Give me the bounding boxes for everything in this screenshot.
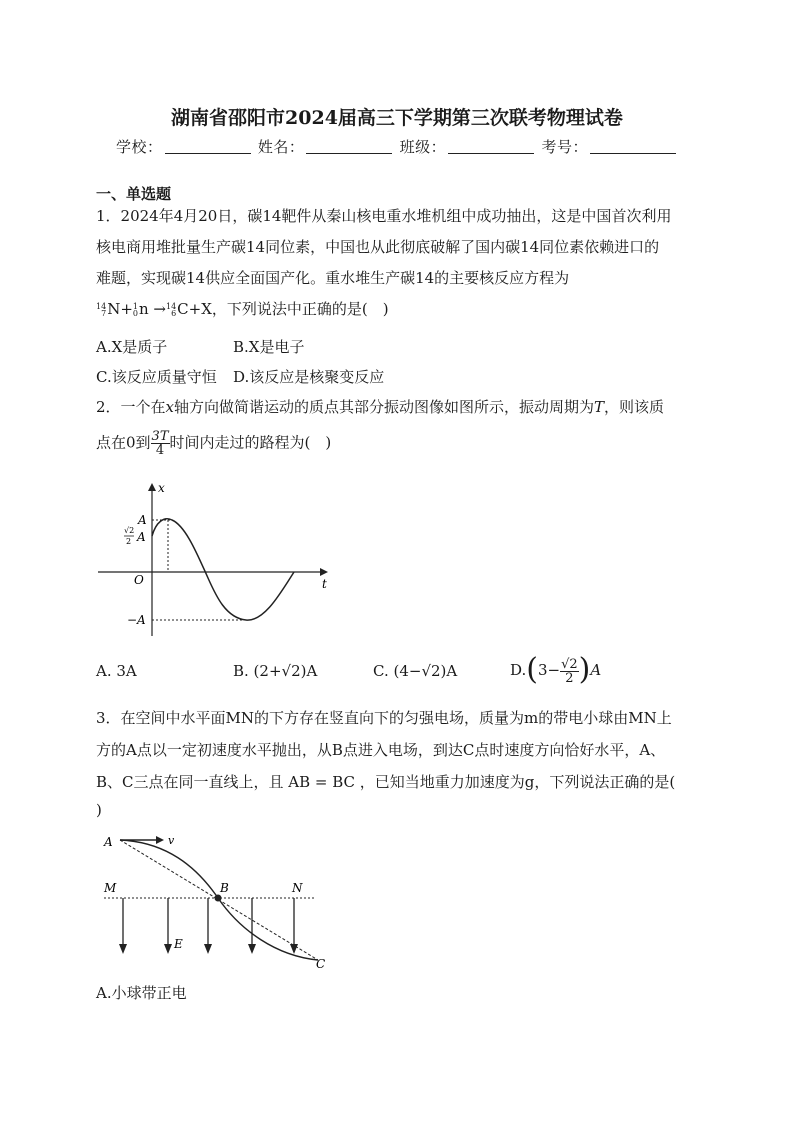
- t-label: t: [322, 577, 327, 591]
- q3-line-2: 方的A点以一定初速度水平抛出，从B点进入电场，到达C点时速度方向恰好水平，A、: [96, 741, 666, 759]
- sqrt-num-label: √2: [124, 526, 135, 535]
- q1-line-3: 难题，实现碳14供应全面国产化。重水堆生产碳14的主要核反应方程为: [96, 269, 570, 287]
- class-blank[interactable]: [448, 139, 534, 154]
- q2-option-a[interactable]: A. 3A: [96, 662, 137, 680]
- x-label: x: [158, 481, 165, 495]
- page-title: 湖南省邵阳市2024届高三下学期第三次联考物理试卷: [171, 107, 623, 129]
- q1-option-c[interactable]: C.该反应质量守恒: [96, 368, 217, 386]
- origin-label: O: [134, 573, 144, 587]
- label-e: E: [174, 937, 183, 951]
- eq-nitrogen: N+: [107, 300, 133, 318]
- label-n: N: [292, 881, 303, 895]
- q1-option-d[interactable]: D.该反应是核聚变反应: [233, 368, 385, 386]
- n14-nuclide: 14 7: [96, 301, 107, 318]
- label-c: C: [316, 957, 326, 971]
- field-arrow-icon: [248, 944, 256, 954]
- field-arrow-icon: [204, 944, 212, 954]
- sqrt-a-label: A: [137, 530, 146, 544]
- q3-line-1: 3．在空间中水平面MN的下方存在竖直向下的匀强电场，质量为m的带电小球由MN上: [96, 709, 672, 727]
- label-m: M: [104, 881, 117, 895]
- field-arrow-icon: [290, 944, 298, 954]
- label-a: A: [104, 835, 113, 849]
- q1-option-a[interactable]: A.X是质子: [96, 338, 168, 356]
- q2-line-1: 2．一个在x轴方向做简谐运动的质点其部分振动图像如图所示，振动周期为T，则该质: [96, 398, 665, 416]
- x-axis-arrow-icon: [148, 483, 156, 491]
- eq-carbon: C+X: [177, 300, 212, 318]
- field-school-label: 学校：: [116, 138, 163, 156]
- field-arrow-icon: [119, 944, 127, 954]
- field-arrows: [123, 898, 294, 946]
- q2-fraction: $\frac{3T}{4}$: [151, 429, 169, 458]
- q3-line-4: ): [96, 801, 102, 819]
- school-blank[interactable]: [165, 139, 251, 154]
- minus-a-label: −A: [127, 613, 146, 627]
- id-blank[interactable]: [590, 139, 676, 154]
- t-axis-arrow-icon: [320, 568, 328, 576]
- q1-equation: [96, 299, 389, 320]
- q1-option-b[interactable]: B.X是电子: [233, 338, 305, 356]
- field-arrow-icon: [164, 944, 172, 954]
- q1-line-1: 1．2024年4月20日，碳14靶件从秦山核电重水堆机组中成功抽出，这是中国首次利用: [96, 207, 672, 225]
- q3-field-diagram: [96, 826, 336, 972]
- field-name-label: 姓名：: [257, 138, 305, 156]
- velocity-arrow-icon: [156, 836, 164, 844]
- q1-question-tail: ，下列说法中正确的是( ): [211, 300, 389, 318]
- sqrt-den-label: 2: [126, 537, 132, 546]
- q1-line-2: 核电商用堆批量生产碳14同位素，中国也从此彻底破解了国内碳14同位素依赖进口的: [96, 238, 660, 256]
- q3-option-a[interactable]: A.小球带正电: [96, 984, 187, 1002]
- a-label: A: [138, 513, 147, 527]
- q2-vibration-graph: [94, 478, 334, 638]
- c14-nuclide: 14 6: [165, 301, 177, 318]
- student-info-row: [0, 136, 794, 157]
- field-class-label: 班级：: [399, 138, 447, 156]
- sine-curve: [152, 519, 294, 620]
- name-blank[interactable]: [306, 139, 392, 154]
- q2-option-b[interactable]: B. (2+√2)A: [233, 662, 318, 680]
- label-b: B: [220, 881, 229, 895]
- point-b: [215, 895, 222, 902]
- field-id-label: 考号：: [541, 138, 588, 156]
- section-title: 一、单选题: [96, 185, 172, 203]
- q3-line-3: B、C三点在同一直线上，且 AB = BC ，已知当地重力加速度为g，下列说法正确的是(: [96, 773, 676, 791]
- label-v: v: [168, 834, 175, 847]
- q2-line-2: 点在0到 $\frac{3T}{4}$ 时间内走过的路程为( ): [96, 429, 332, 458]
- q2-option-d[interactable]: D.(3− $\frac{√2}{2}$ )A: [510, 652, 602, 687]
- eq-neutron: n →: [138, 300, 166, 318]
- q2-option-c[interactable]: C. (4−√2)A: [373, 662, 458, 680]
- neutron-nuclide: 1 0: [132, 301, 138, 318]
